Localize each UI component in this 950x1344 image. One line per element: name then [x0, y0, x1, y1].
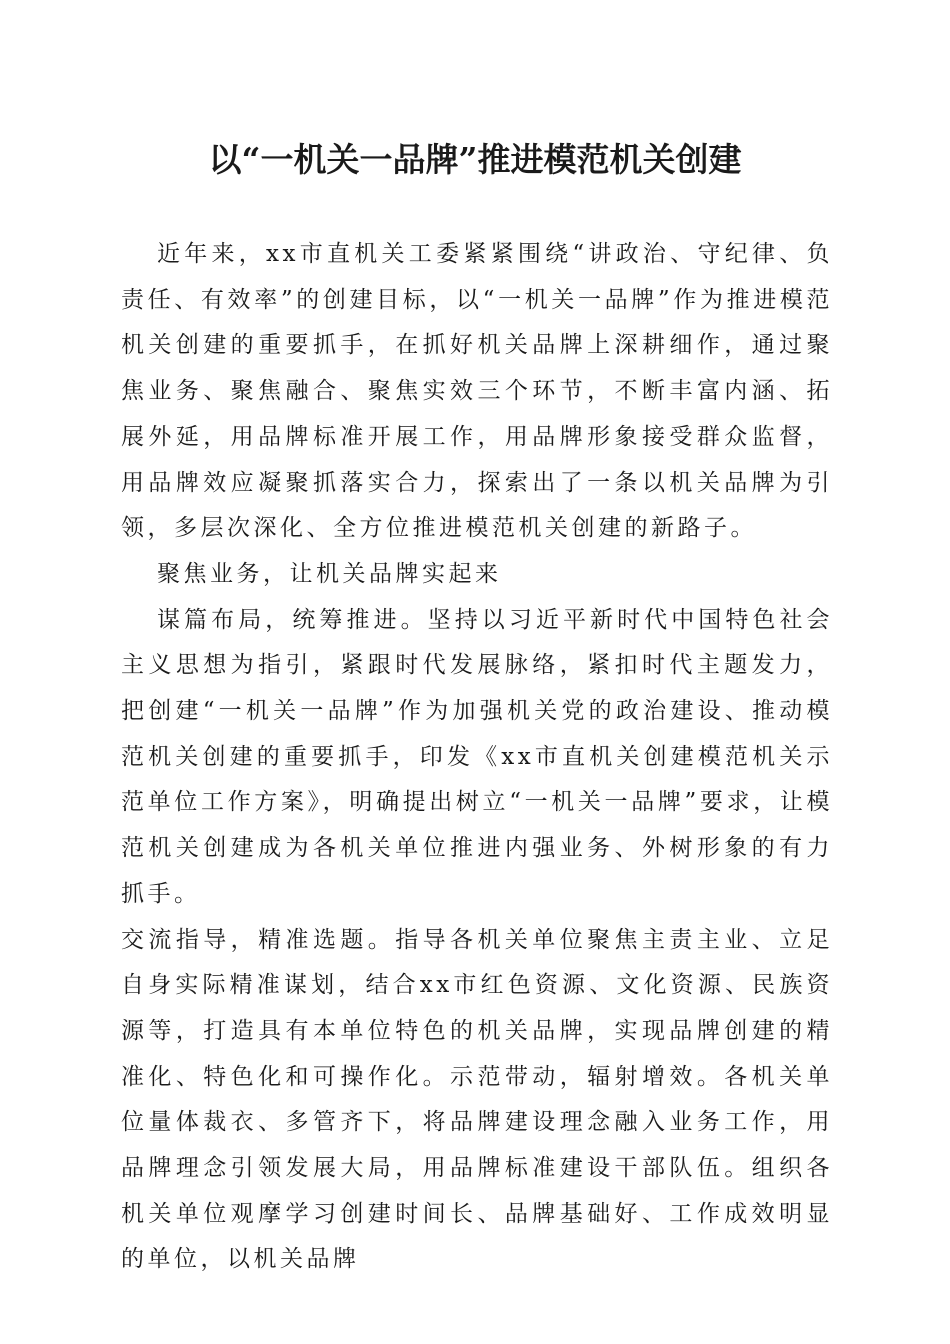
document-body [121, 232, 833, 1283]
paragraph-intro: 近年来，xx市直机关工委紧紧围绕“讲政治、守纪律、负责任、有效率”的创建目标，以“一机关一品牌”作为推进模范机关创建的重要抓手，在抓好机关品牌上深耕细作，通过聚焦业务、聚焦融合、聚焦实效三个环节，不断丰富内涵、拓展外延，用品牌标准开展工作，用品牌形象接受群众监督，用品牌效应凝聚抓落实合力，探索出了一条以机关品牌为引领，多层次深化、全方位推进模范机关创建的新路子。 [121, 241, 833, 542]
paragraph-guidance: 交流指导，精准选题。指导各机关单位聚焦主责主业、立足自身实际精准谋划，结合xx市红色资源、文化资源、民族资源等，打造具有本单位特色的机关品牌，实现品牌创建的精准化、特色化和可操作化。示范带动，辐射增效。各机关单位量体裁衣、多管齐下，将品牌建设理念融入业务工作，用品牌理念引领发展大局，用品牌标准建设干部队伍。组织各机关单位观摩学习创建时间长、品牌基础好、工作成效明显的单位，以机关品牌 [121, 926, 833, 1273]
paragraph-planning: 谋篇布局，统筹推进。坚持以习近平新时代中国特色社会主义思想为指引，紧跟时代发展脉络，紧扣时代主题发力，把创建“一机关一品牌”作为加强机关党的政治建设、推动模范机关创建的重要抓手，印发《xx市直机关创建模范机关示范单位工作方案》，明确提出树立“一机关一品牌”要求，让模范机关创建成为各机关单位推进内强业务、外树形象的有力抓手。 [121, 606, 833, 907]
section-heading: 聚焦业务，让机关品牌实起来 [157, 560, 502, 587]
document-title: 以“一机关一品牌”推进模范机关创建 [208, 140, 742, 179]
